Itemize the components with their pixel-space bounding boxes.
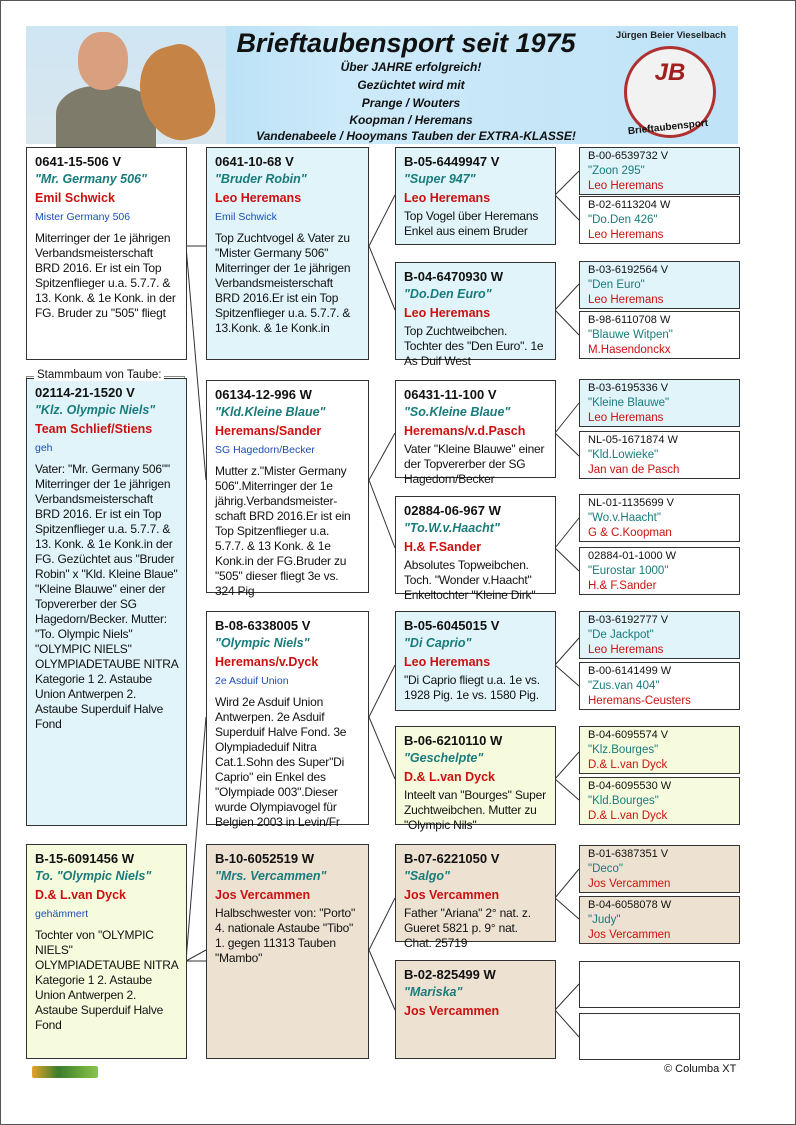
g3-breeder: Leo Heremans xyxy=(404,306,491,320)
g4-breeder: Leo Heremans xyxy=(588,180,664,192)
owner-name: Jürgen Beier Vieselbach xyxy=(615,30,727,41)
dam-card[interactable] xyxy=(26,844,187,1059)
subject-description: Vater: "Mr. Germany 506"" Miterringer der 1e jährigen Verbandsmeisterschaft BRD 2016. Er ist ein Top Spitzenflieger u.a. 5.7.7. & 13. Konk. & 1e Konk.in der FG. Gezüchtet aus "Bruder Robin" x "Kld. Kleine Blaue" "Kleine Blauwe" einer der Topvererber der SG Hagedorn/Becker. Mutter: "To. Olympic Niels" "OLYMPIC NIELS" OLYMPIADETAUBE NITRA Kategorie 1 2. Astaube Union Antwerpen 2. Astaube Superduif Halve Fond xyxy=(35,462,178,731)
g4-breeder: Jos Vercammen xyxy=(588,929,671,941)
g4-ring: B-00-6539732 V xyxy=(588,150,669,162)
g3-breeder: Leo Heremans xyxy=(404,655,491,669)
g4-card-10[interactable] xyxy=(579,662,740,710)
pedigree-of-label: Stammbaum von Taube: xyxy=(34,369,164,381)
g3-card-8[interactable] xyxy=(395,960,556,1059)
g4-name: "Den Euro" xyxy=(588,279,645,291)
subject-color: geh xyxy=(35,442,53,454)
dam-description: Tochter von "OLYMPIC NIELS" OLYMPIADETAUBE NITRA Kategorie 1 2. Astaube Union Antwerpen 2. Astaube Superduif Halve Fond xyxy=(35,928,178,1032)
g2-note: 2e Asduif Union xyxy=(215,675,289,687)
g4-card-8[interactable] xyxy=(579,547,740,595)
g3-card-3[interactable] xyxy=(395,380,556,486)
g3-breeder: Leo Heremans xyxy=(404,191,491,205)
g3-ring: B-05-6045015 V xyxy=(404,618,500,633)
g4-ring: B-04-6058078 W xyxy=(588,899,672,911)
sire-name: "Mr. Germany 506" xyxy=(35,172,147,186)
g4-card-11[interactable] xyxy=(579,726,740,774)
g2-breeder: Jos Vercammen xyxy=(215,888,311,902)
g4-ring: B-00-6141499 W xyxy=(588,665,672,677)
banner-line-4: Koopman / Heremans xyxy=(349,113,473,127)
g4-name: "Zoon 295" xyxy=(588,165,645,177)
g4-breeder: Leo Heremans xyxy=(588,644,664,656)
g4-card-15-empty[interactable] xyxy=(579,961,740,1008)
g4-name: "Do.Den 426" xyxy=(588,214,658,226)
subject-breeder: Team Schlief/Stiens xyxy=(35,422,153,436)
g4-ring: NL-01-1135699 V xyxy=(588,497,675,509)
g3-description: Top Vogel über Heremans Enkel aus einem Bruder xyxy=(404,209,539,238)
g4-card-16-empty[interactable] xyxy=(579,1013,740,1060)
subject-name: "Klz. Olympic Niels" xyxy=(35,403,156,417)
copyright: © Columba XT xyxy=(664,1063,737,1075)
g4-breeder: D.& L.van Dyck xyxy=(588,759,668,771)
footer-logo xyxy=(32,1066,98,1078)
granddam-maternal-card[interactable] xyxy=(206,844,369,1059)
sire-description: Miterringer der 1e jährigen Verbandsmeisterschaft BRD 2016. Er ist ein Top Spitzenflieger u.a. 5.7.7. & 13. Konk. & 1e Konk. in der FG. Bruder zu "505" fliegt xyxy=(35,231,176,320)
logo-initials: JB xyxy=(654,59,686,86)
g4-breeder: Leo Heremans xyxy=(588,229,664,241)
g3-name: "Do.Den Euro" xyxy=(404,287,492,301)
dam-breeder: D.& L.van Dyck xyxy=(35,888,127,902)
g2-name: "Olympic Niels" xyxy=(215,636,310,650)
g3-breeder: Jos Vercammen xyxy=(404,1004,500,1018)
g2-name: "Kld.Kleine Blaue" xyxy=(215,405,326,419)
g3-breeder: Jos Vercammen xyxy=(404,888,500,902)
g3-ring: B-05-6449947 V xyxy=(404,154,500,169)
g4-name: "De Jackpot" xyxy=(588,629,654,641)
g2-description: Halbschwester von: "Porto" 4. nationale Astaube "Tibo" 1. gegen 11313 Tauben "Mambo" xyxy=(215,906,356,965)
g3-card-5[interactable] xyxy=(395,611,556,711)
g4-breeder: Leo Heremans xyxy=(588,294,664,306)
g3-ring: B-04-6470930 W xyxy=(404,269,503,284)
g3-ring: B-06-6210110 W xyxy=(404,733,503,748)
sire-card[interactable] xyxy=(26,147,187,360)
g3-ring: B-07-6221050 V xyxy=(404,851,500,866)
g3-name: "To.W.v.Haacht" xyxy=(404,521,500,535)
g3-breeder: Heremans/v.d.Pasch xyxy=(404,424,526,438)
g3-card-1[interactable] xyxy=(395,147,556,245)
banner-line-5: Vandenabeele / Hooymans Tauben der EXTRA-KLASSE! xyxy=(256,129,576,143)
g3-description: Inteelt van "Bourges" Super Zuchtweibchen. Mutter zu "Olympic Nils" xyxy=(404,788,546,832)
g2-ring: 0641-10-68 V xyxy=(215,154,294,169)
sire-breeder: Emil Schwick xyxy=(35,191,115,205)
g3-card-6[interactable] xyxy=(395,726,556,832)
g4-breeder: Leo Heremans xyxy=(588,412,664,424)
g4-ring: B-03-6192777 V xyxy=(588,614,669,626)
g3-description: Father "Ariana" 2° nat. z. Gueret 5821 p. 9° nat. Chat. 25719 xyxy=(404,906,531,950)
g4-card-13[interactable] xyxy=(579,845,740,893)
g3-ring: B-02-825499 W xyxy=(404,967,496,982)
g3-description: Absolutes Topweibchen. Toch. "Wonder v.Haacht" Enkeltochter "Kleine Dirk" xyxy=(404,558,536,602)
g4-ring: B-04-6095530 W xyxy=(588,780,672,792)
g4-breeder: D.& L.van Dyck xyxy=(588,810,668,822)
g4-breeder: M.Hasendonckx xyxy=(588,344,671,356)
banner-title: Brieftaubensport seit 1975 xyxy=(236,28,576,58)
g2-breeder: Leo Heremans xyxy=(215,191,302,205)
g2-name: "Mrs. Vercammen" xyxy=(215,869,327,883)
g3-name: "Di Caprio" xyxy=(404,636,472,650)
g3-description: Top Zuchtweibchen. Tochter des "Den Euro". 1e As Duif West xyxy=(404,324,544,368)
g4-ring: NL-05-1671874 W xyxy=(588,434,678,446)
g4-card-3[interactable] xyxy=(579,261,740,309)
g3-breeder: D.& L.van Dyck xyxy=(404,770,496,784)
g4-card-6[interactable] xyxy=(579,431,740,479)
subject-card[interactable] xyxy=(26,378,187,826)
g4-ring: B-98-6110708 W xyxy=(588,314,671,326)
g3-card-4[interactable] xyxy=(395,496,556,602)
g3-name: "So.Kleine Blaue" xyxy=(404,405,511,419)
g2-description: Mutter z."Mister Germany 506".Miterringer der 1e jährig.Verbandsmeister-schaft BRD 2016.Er ist ein Top Spitzenflieger u.a. 5.7.7. & 13 Konk. & 1e Konk.in der FG.Bruder zu "505" dieser fliegt 3e vs. 324 Pig xyxy=(215,464,351,598)
g4-card-4[interactable] xyxy=(579,311,740,359)
g4-name: "Klz.Bourges" xyxy=(588,744,659,756)
g4-name: "Kld.Lowieke" xyxy=(588,449,659,461)
g3-name: "Mariska" xyxy=(404,985,463,999)
dam-ring: B-15-6091456 W xyxy=(35,851,134,866)
g4-card-5[interactable] xyxy=(579,379,740,427)
g2-breeder: Heremans/Sander xyxy=(215,424,322,438)
g4-breeder: G & C.Koopman xyxy=(588,527,672,539)
g4-breeder: H.& F.Sander xyxy=(588,580,657,592)
g4-name: "Wo.v.Haacht" xyxy=(588,512,661,524)
g4-ring: B-02-6113204 W xyxy=(588,199,671,211)
g4-name: "Kld.Bourges" xyxy=(588,795,659,807)
g2-description: Wird 2e Asduif Union Antwerpen. 2e Asduif Superduif Halve Fond. 3e Olympiadeduif Nitra Cat.1.Sohn des Super"Di Caprio" ein Enkel des "Olympiade 003".Dieser wurde Olympiavogel für Belgien 2003 in Levin/Fr xyxy=(215,695,347,829)
dam-name: To. "Olympic Niels" xyxy=(35,869,152,883)
g3-name: "Super 947" xyxy=(404,172,476,186)
g4-ring: B-03-6195336 V xyxy=(588,382,669,394)
g4-name: "Eurostar 1000" xyxy=(588,565,669,577)
subject-ring: 02114-21-1520 V xyxy=(35,385,135,400)
sire-ring: 0641-15-506 V xyxy=(35,154,122,169)
g4-card-1[interactable] xyxy=(579,147,740,195)
sire-note: Mister Germany 506 xyxy=(35,211,131,223)
g4-ring: 02884-01-1000 W xyxy=(588,550,677,562)
g2-ring: 06134-12-996 W xyxy=(215,387,312,402)
g4-card-12[interactable] xyxy=(579,777,740,825)
banner-line-3: Prange / Wouters xyxy=(361,96,461,110)
g4-name: "Kleine Blauwe" xyxy=(588,397,670,409)
logo-text: Brieftaubensport xyxy=(627,117,709,138)
g3-ring: 02884-06-967 W xyxy=(404,503,501,518)
banner-line-2: Gezüchtet wird mit xyxy=(357,78,465,92)
g4-name: "Blauwe Witpen" xyxy=(588,329,673,341)
banner-line-1: Über JAHRE erfolgreich! xyxy=(340,60,482,74)
g4-card-14[interactable] xyxy=(579,896,740,944)
g2-description: Top Zuchtvogel & Vater zu "Mister Germany 506" Miterringer der 1e jährigen Verbandsmeisterschaft BRD 2016.Er ist ein Top Spitzenflieger u.a. 5.7.7. & 13.Konk. & 1e Konk.in xyxy=(215,231,351,335)
g2-note: SG Hagedorn/Becker xyxy=(215,444,315,456)
g3-description: "Di Caprio fliegt u.a. 1e vs. 1928 Pig. 1e vs. 1580 Pig. xyxy=(404,673,540,702)
g3-card-7[interactable] xyxy=(395,844,556,950)
g4-breeder: Jan van de Pasch xyxy=(588,464,680,476)
g4-ring: B-01-6387351 V xyxy=(588,848,669,860)
g4-name: "Deco" xyxy=(588,863,624,875)
g3-ring: 06431-11-100 V xyxy=(404,387,497,402)
g4-card-7[interactable] xyxy=(579,494,740,542)
g2-ring: B-08-6338005 V xyxy=(215,618,311,633)
g2-name: "Bruder Robin" xyxy=(215,172,307,186)
g3-name: "Salgo" xyxy=(404,869,450,883)
g4-ring: B-04-6095574 V xyxy=(588,729,669,741)
g4-card-9[interactable] xyxy=(579,611,740,659)
g2-note: Emil Schwick xyxy=(215,211,277,223)
g4-name: "Judy" xyxy=(588,914,621,926)
dam-color: gehämmert xyxy=(35,908,89,920)
g4-breeder: Heremans-Ceusters xyxy=(588,695,691,707)
g4-card-2[interactable] xyxy=(579,196,740,244)
g2-ring: B-10-6052519 W xyxy=(215,851,314,866)
grandsire-paternal-card[interactable] xyxy=(206,147,369,360)
grandsire-maternal-card[interactable] xyxy=(206,611,369,829)
g4-breeder: Jos Vercammen xyxy=(588,878,671,890)
g3-breeder: H.& F.Sander xyxy=(404,540,482,554)
g2-breeder: Heremans/v.Dyck xyxy=(215,655,319,669)
g3-name: "Geschelpte" xyxy=(404,751,484,765)
granddam-paternal-card[interactable] xyxy=(206,380,369,598)
g4-name: "Zus.van 404" xyxy=(588,680,660,692)
g3-description: Vater "Kleine Blauwe" einer der Topvererber der SG Hagedorn/Becker xyxy=(404,442,545,486)
g3-card-2[interactable] xyxy=(395,262,556,368)
g4-ring: B-03-6192564 V xyxy=(588,264,669,276)
